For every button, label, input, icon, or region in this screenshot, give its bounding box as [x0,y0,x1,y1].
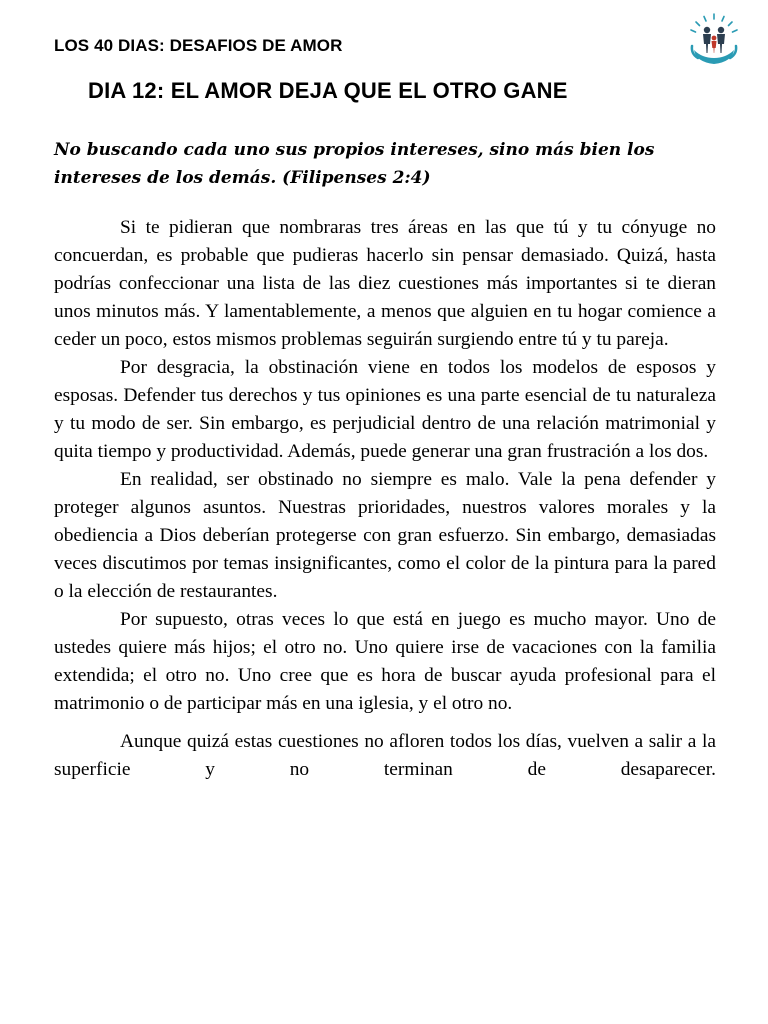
paragraph: En realidad, ser obstinado no siempre es malo. Vale la pena defender y proteger algunos asuntos. Nuestras prioridades, nuestros valores morales y la obediencia a Dios deberían protegerse con gran esfuerzo. Sin embargo, demasiadas veces discutimos por temas insignificantes, como el color de la pintura para la pared o la elección de restaurantes. [54,469,716,602]
bible-verse: No buscando cada uno sus propios intereses, sino más bien los intereses de los demás. (Filipenses 2:4) [54,140,655,188]
paragraph: Aunque quizá estas cuestiones no afloren todos los días, vuelven a salir a la superficie y no terminan de desaparecer. [54,731,716,780]
paragraph: Por supuesto, otras veces lo que está en juego es mucho mayor. Uno de ustedes quiere más hijos; el otro no. Uno quiere irse de vacaciones con la familia extendida; el otro no. Uno cree que es hora de buscar ayuda profesional para el matrimonio o de participar más en una iglesia, y el otro no. [54,609,716,714]
family-hands-logo-icon [686,12,742,68]
body-text [54,214,716,784]
paragraph: Si te pidieran que nombraras tres áreas en las que tú y tu cónyuge no concuerdan, es probable que pudieras hacerlo sin pensar demasiado. Quizá, hasta podrías confeccionar una lista de las diez cuestiones más importantes si te dieran unos minutos más. Y lamentablemente, a menos que alguien en tu hogar comience a ceder un poco, estos mismos problemas seguirán surgiendo entre tú y tu pareja. [54,217,716,350]
day-title: DIA 12: EL AMOR DEJA QUE EL OTRO GANE [88,78,568,103]
paragraph: Por desgracia, la obstinación viene en todos los modelos de esposos y esposas. Defender tus derechos y tus opiniones es una parte esencial de tu naturaleza y tu modo de ser. Sin embargo, es perjudicial dentro de una relación matrimonial y quita tiempo y productividad. Además, puede generar una gran frustración a los dos. [54,357,716,462]
series-title: LOS 40 DIAS: DESAFIOS DE AMOR [54,36,343,55]
